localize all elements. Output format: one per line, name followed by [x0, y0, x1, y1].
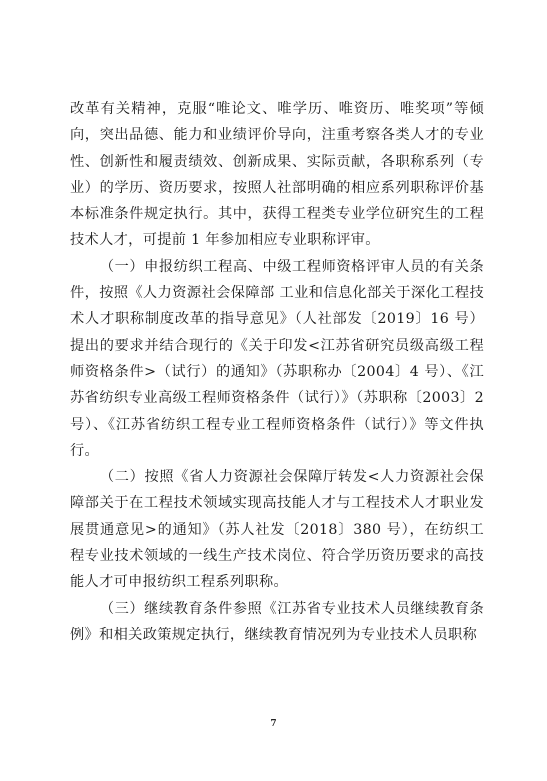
paragraph-continuation: 改革有关精神，克服“唯论文、唯学历、唯资历、唯奖项”等倾向，突出品德、能力和业绩评价导向，注重考察各类人才的专业性、创新性和履责绩效、创新成果、实际贡献，各职称系列（专业）的学历、资历要求，按照人社部明确的相应系列职称评价基本标准条件规定执行。其中，获得工程类专业学位研究生的工程技术人才，可提前 1 年参加相应专业职称评审。	[70, 101, 484, 249]
paragraph-item-1: （一）申报纺织工程高、中级工程师资格评审人员的有关条件，按照《人力资源社会保障部 工业和信息化部关于深化工程技术人才职称制度改革的指导意见》（人社部发〔2019〕16 号）提出的要求并结合现行的《关于印发<江苏省研究员级高级工程师资格条件>（试行）的通知》（苏职称办〔2004〕4 号）、《江苏省纺织专业高级工程师资格条件（试行）》（苏职称〔2003〕2 号）、《江苏省纺织工程专业工程师资格条件（试行）》等文件执行。	[70, 258, 484, 459]
paragraph-item-2: （二）按照《省人力资源社会保障厅转发<人力资源社会保障部关于在工程技术领域实现高技能人才与工程技术人才职业发展贯通意见>的通知》（苏人社发〔2018〕380 号），在纺织工程专业技术领域的一线生产技术岗位、符合学历资历要求的高技能人才可申报纺织工程系列职称。	[70, 469, 484, 591]
paragraph-item-3: （三）继续教育条件参照《江苏省专业技术人员继续教育条例》和相关政策规定执行，继续教育情况列为专业技术人员职称	[70, 600, 484, 643]
body-text	[70, 96, 484, 648]
page-number: 7	[270, 719, 277, 729]
